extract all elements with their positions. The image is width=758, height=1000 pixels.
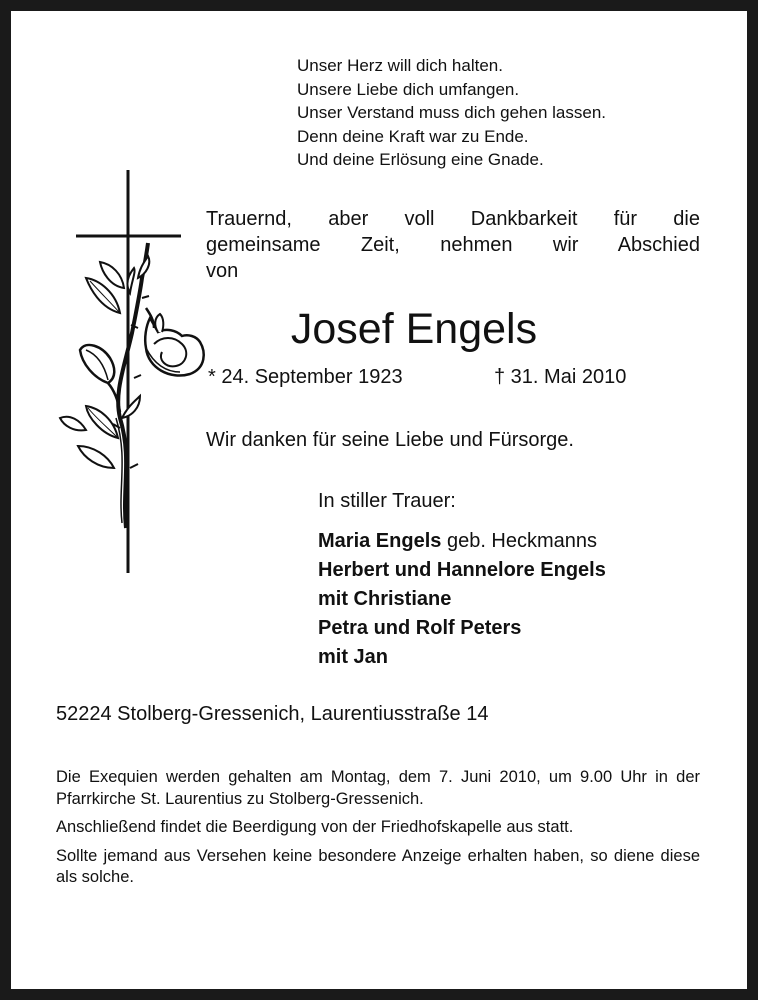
mourner-name: Maria Engels (318, 530, 442, 552)
mourners-heading: In stiller Trauer: (318, 490, 456, 512)
intro-text (206, 206, 700, 284)
notes-paragraph: Sollte jemand aus Versehen keine besondere Anzeige erhalten haben, so diene diese als solche. (56, 846, 700, 886)
poem-line: Unsere Liebe dich umfangen. (297, 79, 520, 99)
notes-paragraph: Die Exequien werden gehalten am Montag, dem 7. Juni 2010, um 9.00 Uhr in der Pfarrkirche St. Laurentius zu Stolberg-Gressenich. (56, 768, 700, 808)
poem-line: Unser Verstand muss dich gehen lassen. (297, 103, 607, 122)
thanks-text: Wir danken für seine Liebe und Fürsorge. (206, 429, 574, 451)
funeral-notes (56, 767, 700, 896)
mourner-line: Petra und Rolf Peters (318, 617, 522, 639)
family-address: 52224 Stolberg-Gressenich, Laurentiusstraße 14 (56, 703, 489, 725)
poem-line: Denn deine Kraft war zu Ende. (297, 126, 529, 146)
mourners-list (318, 527, 606, 672)
mourner-note: geb. Heckmanns (441, 530, 598, 552)
mourner-line: Herbert und Hannelore Engels (318, 559, 606, 581)
cross-with-rose-icon (50, 168, 210, 578)
death-date: † 31. Mai 2010 (494, 366, 627, 388)
deceased-name: Josef Engels (290, 305, 538, 353)
intro-line: von (206, 260, 239, 282)
mourner-line: mit Christiane (318, 588, 452, 610)
mourner-line (318, 527, 606, 556)
poem (297, 54, 606, 172)
mourner-line: mit Jan (318, 646, 389, 668)
poem-line: Unser Herz will dich halten. (297, 56, 503, 75)
intro-line: gemeinsame Zeit, nehmen wir Abschied (206, 234, 700, 256)
poem-line: Und deine Erlösung eine Gnade. (297, 150, 544, 169)
intro-line: Trauernd, aber voll Dankbarkeit für die (206, 208, 700, 230)
birth-date: * 24. September 1923 (208, 366, 403, 388)
notes-paragraph: Anschließend findet die Beerdigung von der Friedhofskapelle aus statt. (56, 818, 574, 836)
